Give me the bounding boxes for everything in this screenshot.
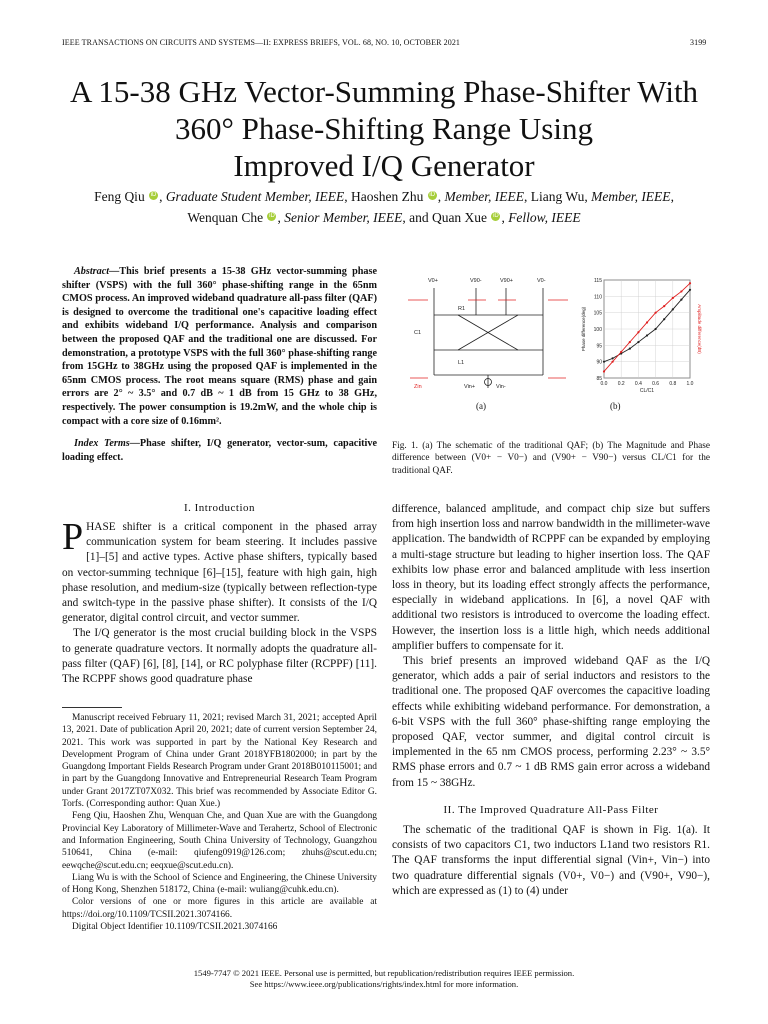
footnote-affiliation-1: Feng Qiu, Haoshen Zhu, Wenquan Che, and Quan Xue are with the Guangdong Provincial Key Laboratory of Millimeter-Wave and Terahertz, School of Electronic and Information Engineering, South China University of Technology, Guangzhou 510641, China (e-mail: qiufeng0919@126.com; zhuhs@scut.edu.cn; eewqche@scut.edu.cn; eeqxue@scut.edu.cn). [62, 811, 377, 871]
author-name: Liang Wu, [530, 189, 588, 204]
footnote-manuscript: Manuscript received February 11, 2021; revised March 31, 2021; accepted April 13, 2021. Date of publication April 20, 2021; date of current version September 24, 2021. This work was supported in part by the National Key Research and Development Program of China under Grant 2018YFB1802000; in part by the Guangdong Important Fields Research Program under Grant 2018B010115001; and in part by the Guangdong Innovative and Entrepreneurial Research Team Program under Grant 2017ZT07X032. This brief was recommended by Associate Editor G. Torfs. (Corresponding author: Quan Xue.) [62, 713, 377, 810]
data-point-phase [612, 357, 614, 359]
data-point-amplitude [646, 321, 648, 323]
x-tick-label: 0.8 [669, 381, 677, 387]
data-point-amplitude [620, 351, 622, 353]
series-line-phase [604, 290, 690, 362]
footnote-doi: Digital Object Identifier 10.1109/TCSII.2021.3074166 [72, 922, 278, 933]
paper-title [0, 73, 768, 184]
x-tick-label: 0.4 [634, 381, 642, 387]
title-line-1: A 15-38 GHz Vector-Summing Phase-Shifter With [69, 74, 699, 109]
footer-line-2: See https://www.ieee.org/publications/rights/index.html for more information. [249, 979, 519, 989]
author-role: Member, IEEE [591, 189, 671, 204]
orcid-icon[interactable]: iD [150, 191, 157, 198]
qaf-schematic [398, 270, 578, 410]
author-role: Fellow, IEEE [508, 210, 581, 225]
author-list: Feng Qiu iD , Graduate Student Member, IEEE, Haoshen Zhu iD , Member, IEEE, Liang Wu, Member, IEEE, Wenquan Che iD , Senior Member, IEEE, and Quan Xue iD , Fellow, IEEE [94, 189, 674, 225]
data-point-phase [603, 361, 605, 363]
y-axis-label: Phase difference(deg) [581, 306, 586, 352]
author-role: Senior Member, IEEE [284, 210, 403, 225]
data-point-amplitude [663, 305, 665, 307]
y-tick-label: 110 [594, 294, 602, 301]
author-name: Haoshen Zhu [351, 189, 424, 204]
x-tick-label: 0.0 [600, 381, 608, 387]
data-point-amplitude [672, 297, 674, 299]
drop-cap: P [62, 516, 84, 558]
right-paragraph-3: The schematic of the traditional QAF is shown in Fig. 1(a). It consists of two capacitors C1, two inductors L1and two resistors R1. The QAF transforms the input differential signal (Vin+, Vin−) into two quadrature differential signals (V0+, V0−) and (V90+, V90−), which are expressed as (1) to (4) under [392, 824, 710, 897]
label-v90m: V90- [470, 278, 482, 284]
intro-paragraph-1: HASE shifter is a critical component in the phased array communication system for beam steering. It includes passive [1]–[5] and active types. Active phase shifters, typically based on vector-summing technique [6]–[15], feature with high gain, high phase resolution, and medium-size (typically between reflection-type and switch-type in the passive phase shifter). It consists of the I/Q generator, digital control circuit, and vector summer. [62, 521, 377, 625]
abstract [62, 265, 377, 464]
figure-1 [392, 270, 710, 438]
footnotes [62, 712, 377, 933]
intro-body [62, 516, 377, 687]
intro-paragraph-2: The I/Q generator is the most crucial building block in the VSPS to generate quadrature vectors. It normally adopts the quadrature all-pass filter (QAF) [6], [8], [14], or RC polyphase filter (RCPPF) [11]. The RCPPF shows good quadrature phase [62, 627, 377, 686]
footnote-color: Color versions of one or more figures in this article are available at https://doi.org/10.1109/TCSII.2021.3074166. [62, 897, 377, 920]
abstract-label: Abstract— [74, 266, 120, 277]
data-point-phase [689, 289, 691, 291]
data-point-phase [672, 308, 674, 310]
index-terms-label: Index Terms— [74, 438, 140, 450]
data-point-phase [663, 318, 665, 320]
running-header: IEEE TRANSACTIONS ON CIRCUITS AND SYSTEMS—II: EXPRESS BRIEFS, VOL. 68, NO. 10, OCTOBER 2021 [62, 38, 461, 47]
data-point-amplitude [680, 290, 682, 292]
label-c1: C1 [414, 330, 422, 336]
page-number: 3199 [690, 38, 707, 47]
label-v0m: V0- [537, 278, 546, 284]
figure-label-a: (a) [476, 401, 486, 411]
label-v90p: V90+ [500, 278, 513, 284]
author-name: Wenquan Che [187, 210, 264, 225]
figure-caption: Fig. 1. (a) The schematic of the traditional QAF; (b) The Magnitude and Phase difference between (V0+ − V0−) and (V90+ − V90−) versus CL/C1 for the traditional QAF. [392, 441, 710, 476]
data-point-phase [637, 341, 639, 343]
x-tick-label: 0.6 [652, 381, 660, 387]
section-heading-qaf: II. The Improved Quadrature All-Pass Filter [443, 803, 659, 816]
data-point-phase [680, 299, 682, 301]
orcid-icon[interactable]: iD [493, 212, 499, 219]
x-tick-label: 0.2 [617, 381, 625, 387]
qaf-chart [578, 270, 708, 400]
label-vin-minus: Vin- [496, 384, 506, 390]
abstract-text: This brief presents a 15-38 GHz vector-summing phase shifter (VSPS) with the full 360° phase-shifting range in the 65nm CMOS process. An improved wideband quadrature all-pass filter (QAF) is designed to overcome the traditional one's capacitive loading effect and exhibits wideband I/Q performance. Analysis and comparison between the proposed QAF and the traditional one are discussed. For demonstration, a prototype VSPS with the full 360° phase-shifting range from 15GHz to 38GHz using the proposed QAF is implemented in the 65nm CMOS process. The root means square (RMS) phase and gain errors are 2° ~ 3.5° and 0.7 dB ~ 1 dB from 15 GHz to 38 GHz, respectively. The power consumption is 19.2mW, and the whole chip is compact with a core size of 0.16mm². [62, 266, 377, 427]
author-role: Member, IEEE [444, 189, 524, 204]
right-paragraph-2: This brief presents an improved wideband QAF as the I/Q generator, which adds a pair of serial inductors and resistors to the traditional one. The proposed QAF overcomes the capacitive loading effects while exhibiting wideband performance. For demonstration, a 6-bit VSPS with the full 360° phase-shifting range employing the proposed QAF, vector summer, and digital control circuit is implemented in the 65 nm CMOS process, performing 2.23° ~ 3.5° RMS phase errors and 0.7 ~ 1 dB RMS gain error across a wideband from 15 ~ 38GHz. [392, 655, 710, 789]
data-point-phase [655, 328, 657, 330]
y-tick-label: 115 [594, 278, 602, 284]
footer-line-1: 1549-7747 © 2021 IEEE. Personal use is permitted, but republication/redistribution requires IEEE permission. [193, 968, 575, 978]
x-axis-label: CL/C1 [639, 388, 655, 394]
author-name: Feng Qiu [94, 189, 145, 204]
figure-label-b: (b) [610, 401, 621, 411]
y2-axis-label: Amplitude difference(dB) [697, 304, 702, 354]
data-point-amplitude [629, 341, 631, 343]
title-line-3: Improved I/Q Generator [233, 148, 535, 183]
data-point-phase [646, 334, 648, 336]
y-tick-label: 95 [596, 343, 602, 350]
footnote-rule [62, 707, 122, 708]
author-name: and Quan Xue [409, 210, 488, 225]
data-point-amplitude [603, 370, 605, 372]
label-v0p: V0+ [428, 278, 438, 284]
right-column [392, 502, 710, 899]
label-r1: R1 [458, 306, 466, 312]
data-point-amplitude [655, 312, 657, 314]
label-vin-plus: Vin+ [464, 384, 476, 390]
label-l1: L1 [458, 360, 465, 366]
right-paragraph-1: difference, balanced amplitude, and compact chip size but suffers from high insertion loss and narrow bandwidth in the millimeter-wave application. The bandwidth of RCPPF can be expanded by employing a multi-stage structure but leading to higher insertion loss. The QAF exhibits low phase error and balanced amplitude with less insertion loss in theory, but its loading effect strongly affects the performance, especially in wideband applications. In [6], a novel QAF with additional two resistors is introduced to overcome the loading effect. However, the insertion loss is a little high, which needs additional amplifier buffers to compensate for it. [392, 503, 710, 652]
footnote-affiliation-2: Liang Wu is with the School of Science and Engineering, the Chinese University of Hong Kong, Shenzhen 518172, China (e-mail: wuliang@cuhk.edu.cn). [62, 872, 377, 896]
title-line-2: 360° Phase-Shifting Range Using [175, 111, 593, 146]
data-point-amplitude [637, 331, 639, 333]
orcid-icon[interactable]: iD [429, 191, 436, 198]
y-tick-label: 90 [596, 359, 602, 366]
orcid-icon[interactable]: iD [269, 212, 275, 219]
x-tick-label: 1.0 [686, 381, 694, 387]
data-point-amplitude [689, 282, 691, 284]
label-zin: Zin [414, 384, 422, 390]
y-tick-label: 85 [596, 376, 602, 382]
section-heading-intro: I. Introduction [183, 502, 256, 514]
author-role: Graduate Student Member, IEEE [165, 189, 345, 204]
y-tick-label: 105 [593, 310, 602, 317]
copyright-footer [0, 968, 768, 990]
y-tick-label: 100 [593, 327, 602, 333]
data-point-amplitude [612, 361, 614, 363]
index-terms-text: Phase shifter, I/Q generator, vector-sum, capacitive loading effect. [62, 438, 377, 463]
data-point-phase [629, 348, 631, 350]
